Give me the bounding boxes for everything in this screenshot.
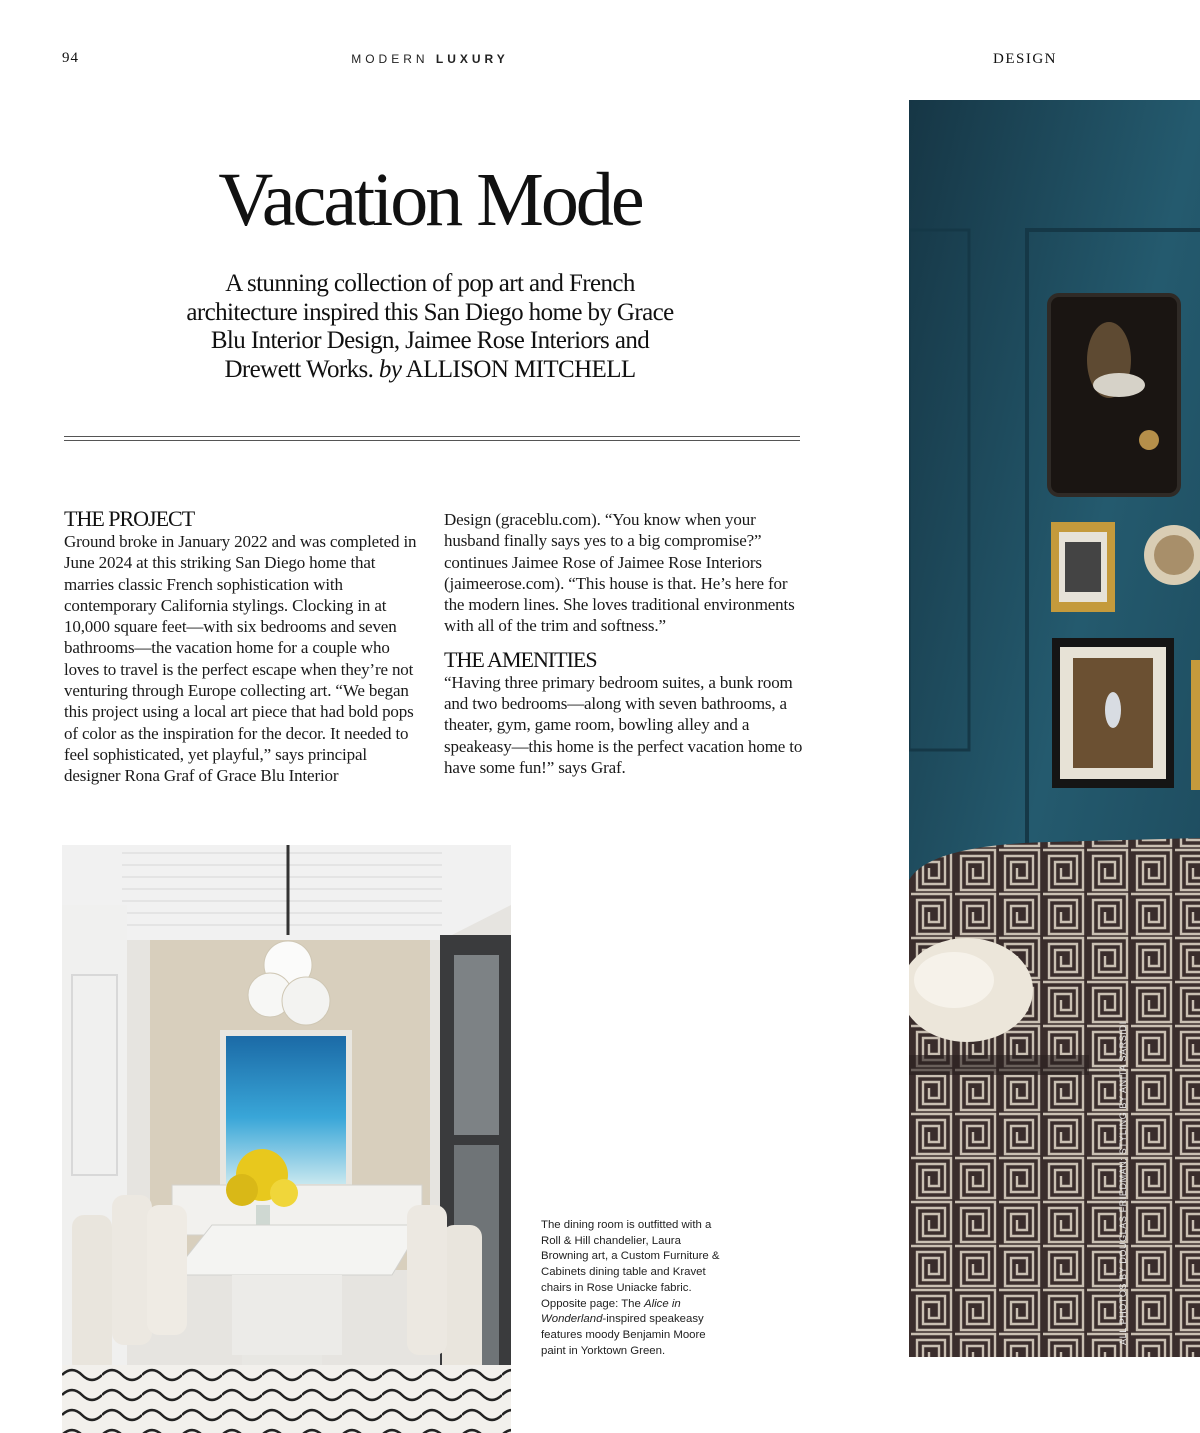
section-label: DESIGN — [993, 51, 1057, 67]
divider-rule — [64, 440, 800, 441]
section-body: Ground broke in January 2022 and was completed in June 2024 at this striking San Diego home that marries classic French sophistication with contemporary California stylings. Clocking in at 10,000 square feet—with six bedrooms and seven bathrooms—the vacation home for a couple who loves to travel is the perfect escape when they’re not venturing through Europe collecting art. “We began this project using a local art piece that had bold pops of color as the inspiration for the decor. It needed to feel sophisticated, yet playful,” says principal designer Rona Graf of Grace Blu Interior — [64, 532, 417, 786]
photo-credit: ALL PHOTOS BY DOUGLAS FRIEDMAN; STYLING BY ANITA SARSIDI — [1118, 1021, 1128, 1345]
article-dek — [170, 270, 690, 384]
divider-rule — [64, 436, 800, 437]
dining-room-photo-illustration — [62, 845, 511, 1433]
byline-name: ALLISON MITCHELL — [405, 355, 636, 383]
dining-room-photo — [62, 845, 511, 1433]
photo-caption — [541, 1218, 731, 1359]
caption-italic: Alice in Wonderland — [541, 1297, 681, 1326]
section-body-continued: Design (graceblu.com). “You know when your husband finally says yes to a big compromise?” continues Jaimee Rose of Jaimee Rose Interiors (jaimeerose.com). “This house is that. He’s here for the modern lines. She loves traditional environments with all of the trim and softness.” — [444, 510, 795, 636]
caption-text-end: -inspired speakeasy features moody Benjamin Moore paint in Yorktown Green. — [541, 1313, 706, 1357]
body-column-right — [444, 509, 804, 778]
article-title: Vacation Mode — [218, 158, 642, 242]
speakeasy-photo — [909, 100, 1200, 1357]
byline-prefix: by — [378, 355, 402, 383]
section-body: “Having three primary bedroom suites, a bunk room and two bedrooms—along with seven bathrooms, a theater, gym, game room, bowling alley and a speakeasy—this home is the perfect vacation home to have some fun!” says Graf. — [444, 672, 803, 777]
speakeasy-photo-illustration — [909, 100, 1200, 1357]
dek-text: A stunning collection of pop art and French architecture inspired this San Diego home by Grace Blu Interior Design, Jaimee Rose Interiors and Drewett Works. — [186, 270, 674, 383]
section-heading: THE AMENITIES — [444, 646, 597, 672]
masthead — [0, 52, 860, 66]
masthead-light: MODERN — [351, 52, 429, 66]
page-number: 94 — [62, 50, 79, 66]
caption-text: The dining room is outfitted with a Roll & Hill chandelier, Laura Browning art, a Custom Furniture & Cabinets dining table and Kravet chairs in Rose Uniacke fabric. Opposite page: The — [541, 1219, 720, 1310]
section-heading: THE PROJECT — [64, 506, 195, 531]
masthead-bold: LUXURY — [435, 52, 509, 66]
body-column-left — [64, 507, 424, 787]
